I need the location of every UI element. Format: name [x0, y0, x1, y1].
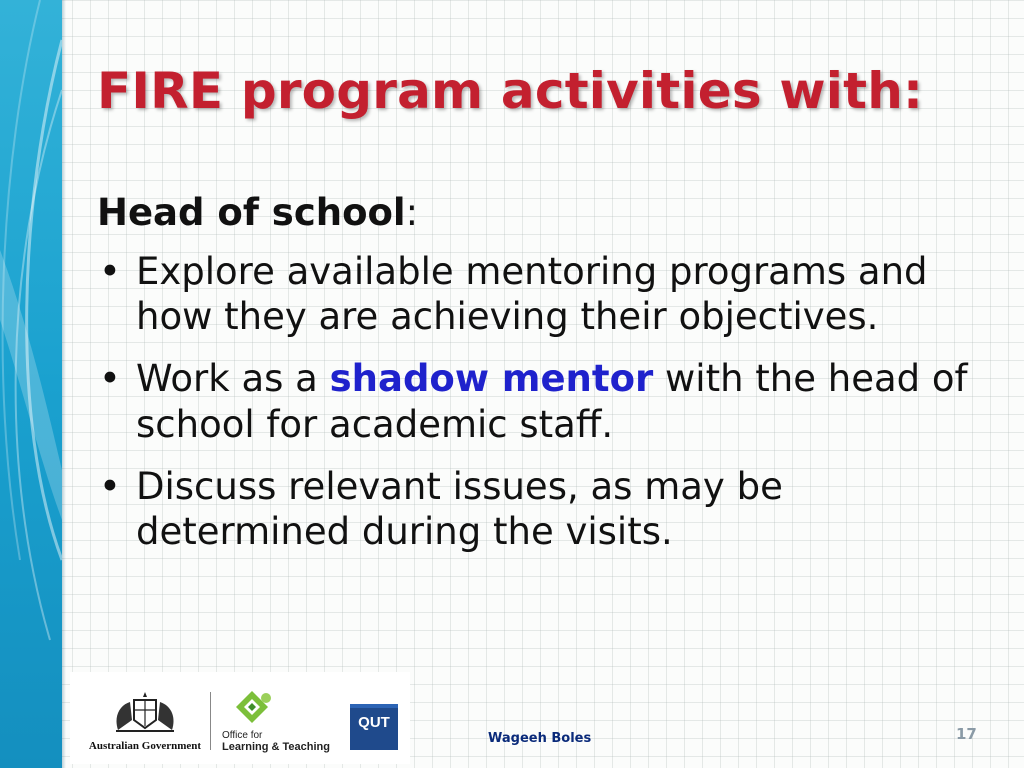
australian-government-logo: [84, 690, 206, 752]
olt-line-1: Office for: [222, 730, 263, 741]
olt-line-2: Learning & Teaching: [222, 741, 330, 753]
slide-title: FIRE program activities with:: [97, 62, 924, 120]
bullet-icon: •: [99, 464, 121, 508]
heading-colon: :: [405, 191, 419, 234]
government-caption: Australian Government: [88, 740, 202, 752]
author-name: Wageeh Boles: [488, 731, 592, 746]
page-number: 17: [956, 725, 977, 743]
side-accent-band: [0, 0, 62, 768]
section-heading: [97, 190, 977, 235]
bullet-text: Discuss relevant issues, as may be determined during the visits.: [136, 464, 783, 553]
slide-body: [97, 190, 977, 571]
bullet-item: [97, 464, 977, 554]
footer-logo-strip: [70, 672, 410, 764]
highlighted-term: shadow mentor: [329, 357, 654, 401]
bullet-text-post: with the head of school for academic staff.: [136, 357, 968, 446]
olt-logo: [222, 690, 342, 753]
qut-logo: QUT: [350, 704, 398, 750]
bullet-list: [97, 249, 977, 554]
bullet-text-pre: Work as a: [136, 357, 330, 401]
olt-caption: [222, 730, 342, 753]
heading-text: Head of school: [97, 191, 406, 234]
bullet-icon: •: [99, 250, 121, 294]
band-shadow: [62, 0, 66, 768]
bullet-item: [97, 356, 977, 446]
swoosh-decoration: [0, 0, 62, 768]
logo-divider: [210, 692, 211, 750]
olt-emblem-icon: [222, 690, 282, 724]
bullet-text: Explore available mentoring programs and how they are achieving their objectives.: [136, 250, 928, 339]
bullet-icon: •: [99, 357, 121, 401]
bullet-item: [97, 249, 977, 339]
coat-of-arms-icon: [110, 690, 180, 734]
